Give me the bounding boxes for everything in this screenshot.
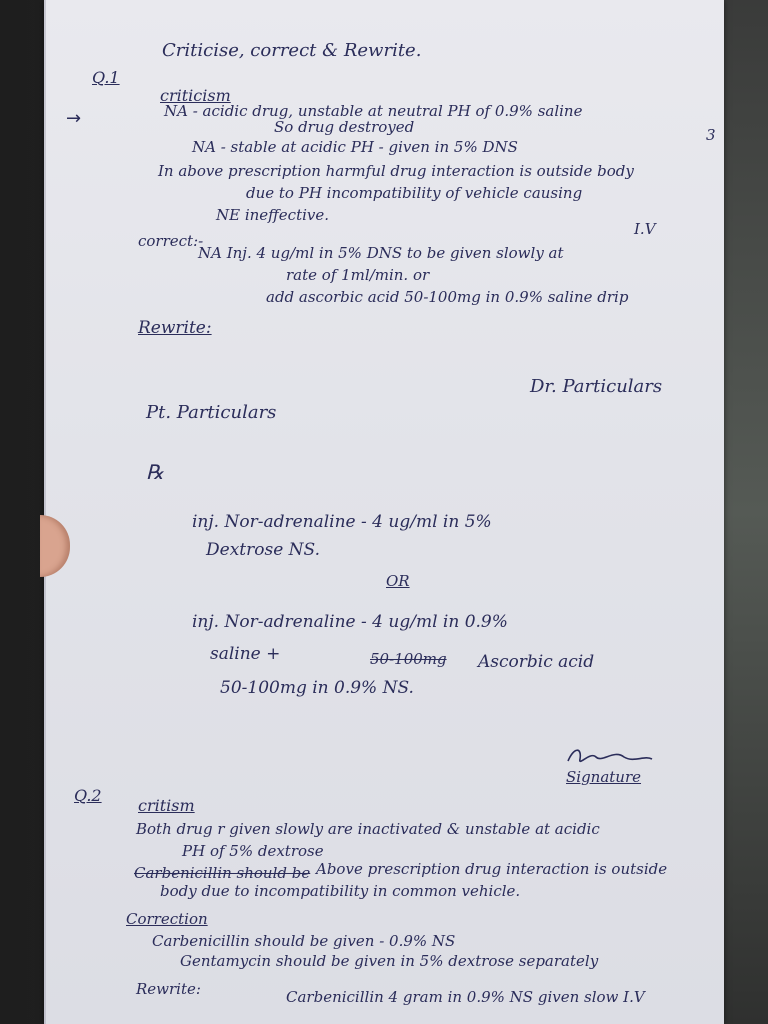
arrow-icon: → xyxy=(66,108,82,129)
q1-correct-heading: correct:- xyxy=(138,232,204,250)
q1-side-number: 3 xyxy=(706,126,716,144)
q2-criticism-heading: critism xyxy=(138,796,195,815)
q2-rewrite-heading: Rewrite: xyxy=(136,980,201,998)
rx-alt-line-1: inj. Nor-adrenaline - 4 ug/ml in 0.9% xyxy=(192,612,508,632)
q1-criticism-line-6: NE ineffective. xyxy=(216,206,330,224)
q2-correction-line-1: Carbenicillin should be given - 0.9% NS xyxy=(152,932,456,950)
q2-criticism-struck: Carbenicillin should be xyxy=(134,864,311,882)
q2-criticism-line-3: Above prescription drug interaction is outside xyxy=(316,860,668,878)
q2-criticism-line-1: Both drug r given slowly are inactivated & unstable at acidic xyxy=(136,820,600,838)
page-margin-line xyxy=(44,0,46,1024)
dr-particulars: Dr. Particulars xyxy=(530,376,663,397)
q2-criticism-line-4: body due to incompatibility in common vehicle. xyxy=(160,882,521,900)
rx-line-2: Dextrose NS. xyxy=(206,540,320,560)
q1-criticism-line-4: In above prescription harmful drug interaction is outside body xyxy=(158,162,634,180)
q1-iv-note: I.V xyxy=(634,220,656,238)
rx-alt-line-3: 50-100mg in 0.9% NS. xyxy=(220,678,414,698)
q1-criticism-line-1: NA - acidic drug, unstable at neutral PH of 0.9% saline xyxy=(164,102,583,120)
q2-criticism-line-2: PH of 5% dextrose xyxy=(182,842,324,860)
rx-icon: ℞ xyxy=(146,460,164,484)
q1-criticism-line-2: So drug destroyed xyxy=(274,118,415,136)
pt-particulars: Pt. Particulars xyxy=(146,402,277,423)
q1-label: Q.1 xyxy=(92,68,120,87)
rx-alt-ascorbic: Ascorbic acid xyxy=(478,652,595,672)
q1-correct-line-2: rate of 1ml/min. or xyxy=(286,266,430,284)
q1-criticism-line-5: due to PH incompatibility of vehicle causing xyxy=(246,184,583,202)
q2-label: Q.2 xyxy=(74,786,102,805)
rx-alt-line-2: saline + xyxy=(210,644,281,664)
rx-alt-struck-dose: 50-100mg xyxy=(370,650,447,668)
rx-or: OR xyxy=(386,572,410,590)
signature-scribble xyxy=(564,743,654,771)
background-surface xyxy=(724,0,768,1024)
q1-rewrite-heading: Rewrite: xyxy=(138,318,212,338)
q2-correction-line-2: Gentamycin should be given in 5% dextrose separately xyxy=(180,952,599,970)
q1-correct-line-3: add ascorbic acid 50-100mg in 0.9% saline drip xyxy=(266,288,629,306)
page-title: Criticise, correct & Rewrite. xyxy=(162,40,422,61)
q1-criticism-line-3: NA - stable at acidic PH - given in 5% DNS xyxy=(192,138,518,156)
q2-correction-heading: Correction xyxy=(126,910,208,928)
q2-rewrite-line: Carbenicillin 4 gram in 0.9% NS given slow I.V xyxy=(286,988,645,1006)
q1-correct-line-1: NA Inj. 4 ug/ml in 5% DNS to be given slowly at xyxy=(198,244,564,262)
rx-line-1: inj. Nor-adrenaline - 4 ug/ml in 5% xyxy=(192,512,492,532)
q1-criticism-heading: criticism xyxy=(160,86,231,105)
signature-label: Signature xyxy=(566,768,642,786)
